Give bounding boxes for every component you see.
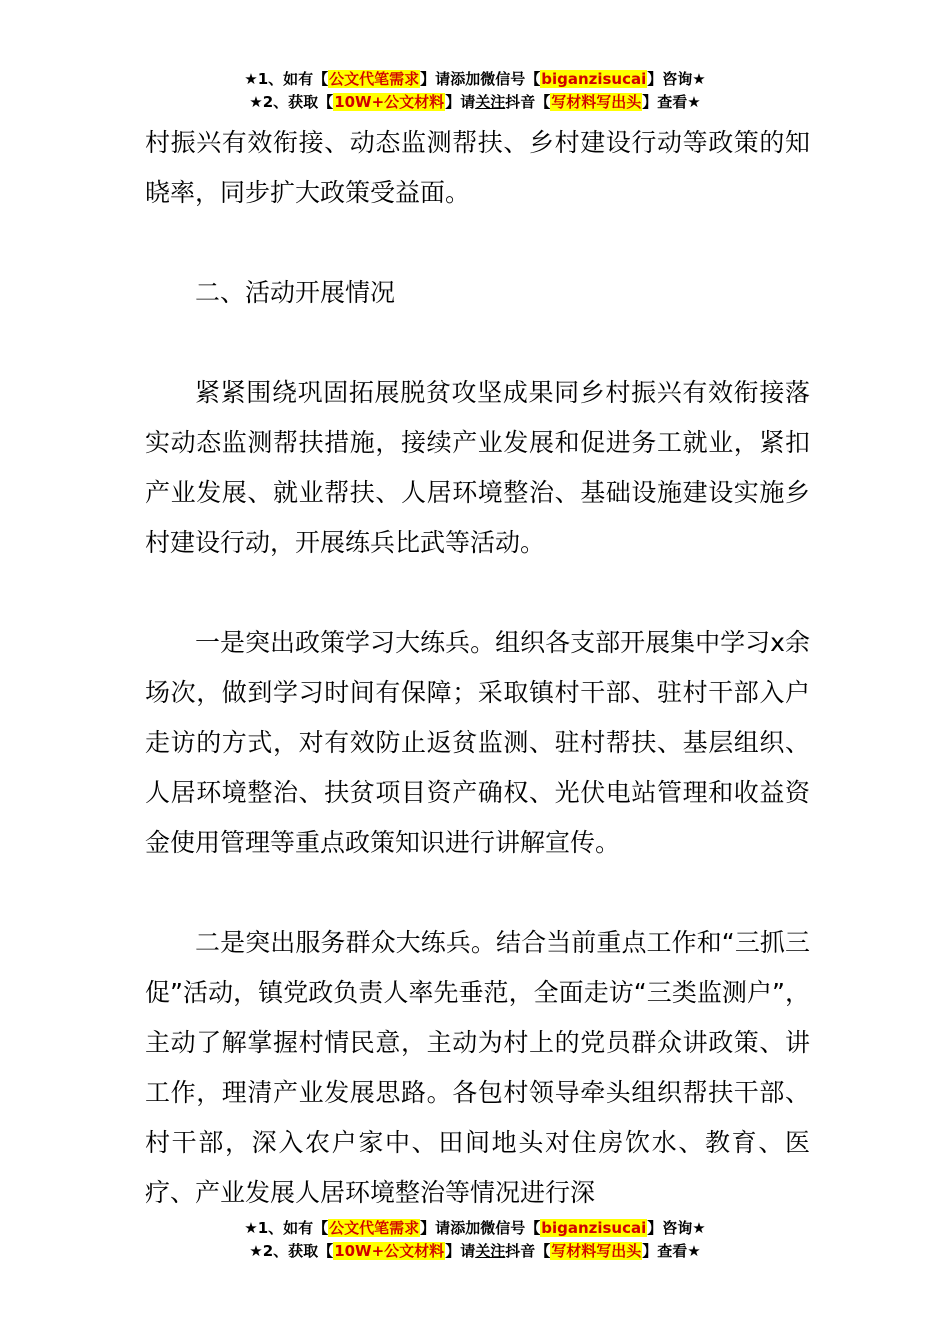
- banner-highlight: biganzisucai: [541, 1219, 647, 1237]
- paragraph: 二是突出服务群众大练兵。结合当前重点工作和“三抓三促”活动，镇党政负责人率先垂范，全面走访“三类监测户”，主动了解掌握村情民意，主动为村上的党员群众讲政策、讲工作，理清产业发展思路。各包村领导牵头组织帮扶干部、村干部，深入农户家中、田间地头对住房饮水、教育、医疗、产业发展人居环境整治等情况进行深: [145, 928, 810, 1207]
- banner-highlight: 10W+公文材料: [334, 93, 445, 111]
- footer-banner: [0, 1217, 950, 1263]
- banner-line-2: ★2、获取【10W+公文材料】请关注抖音【写材料写出头】查看★: [249, 1242, 701, 1260]
- paragraph-gap: [145, 318, 810, 368]
- banner-highlight: biganzisucai: [541, 70, 647, 88]
- banner-highlight: 写材料写出头: [551, 93, 642, 111]
- header-banner: [0, 68, 950, 114]
- banner-line-2: ★2、获取【10W+公文材料】请关注抖音【写材料写出头】查看★: [249, 93, 701, 111]
- banner-highlight: 10W+公文材料: [334, 1242, 445, 1260]
- section-heading: 二、活动开展情况: [195, 278, 396, 307]
- paragraph-continuation: 村振兴有效衔接、动态监测帮扶、乡村建设行动等政策的知晓率，同步扩大政策受益面。: [145, 128, 810, 207]
- banner-highlight: 公文代笔需求: [329, 70, 420, 88]
- document-body: [145, 118, 810, 1218]
- banner-line-1: ★1、如有【公文代笔需求】请添加微信号【biganzisucai】咨询★: [244, 1219, 706, 1237]
- banner-highlight: 公文代笔需求: [329, 1219, 420, 1237]
- banner-line-1: ★1、如有【公文代笔需求】请添加微信号【biganzisucai】咨询★: [244, 70, 706, 88]
- paragraph-gap: [145, 218, 810, 268]
- paragraph: 紧紧围绕巩固拓展脱贫攻坚成果同乡村振兴有效衔接落实动态监测帮扶措施，接续产业发展和促进务工就业，紧扣产业发展、就业帮扶、人居环境整治、基础设施建设实施乡村建设行动，开展练兵比武等活动。: [145, 378, 810, 557]
- paragraph: 一是突出政策学习大练兵。组织各支部开展集中学习x余场次，做到学习时间有保障；采取镇村干部、驻村干部入户走访的方式，对有效防止返贫监测、驻村帮扶、基层组织、人居环境整治、扶贫项目资产确权、光伏电站管理和收益资金使用管理等重点政策知识进行讲解宣传。: [145, 628, 810, 857]
- banner-highlight: 写材料写出头: [551, 1242, 642, 1260]
- paragraph-gap: [145, 868, 810, 918]
- paragraph-gap: [145, 568, 810, 618]
